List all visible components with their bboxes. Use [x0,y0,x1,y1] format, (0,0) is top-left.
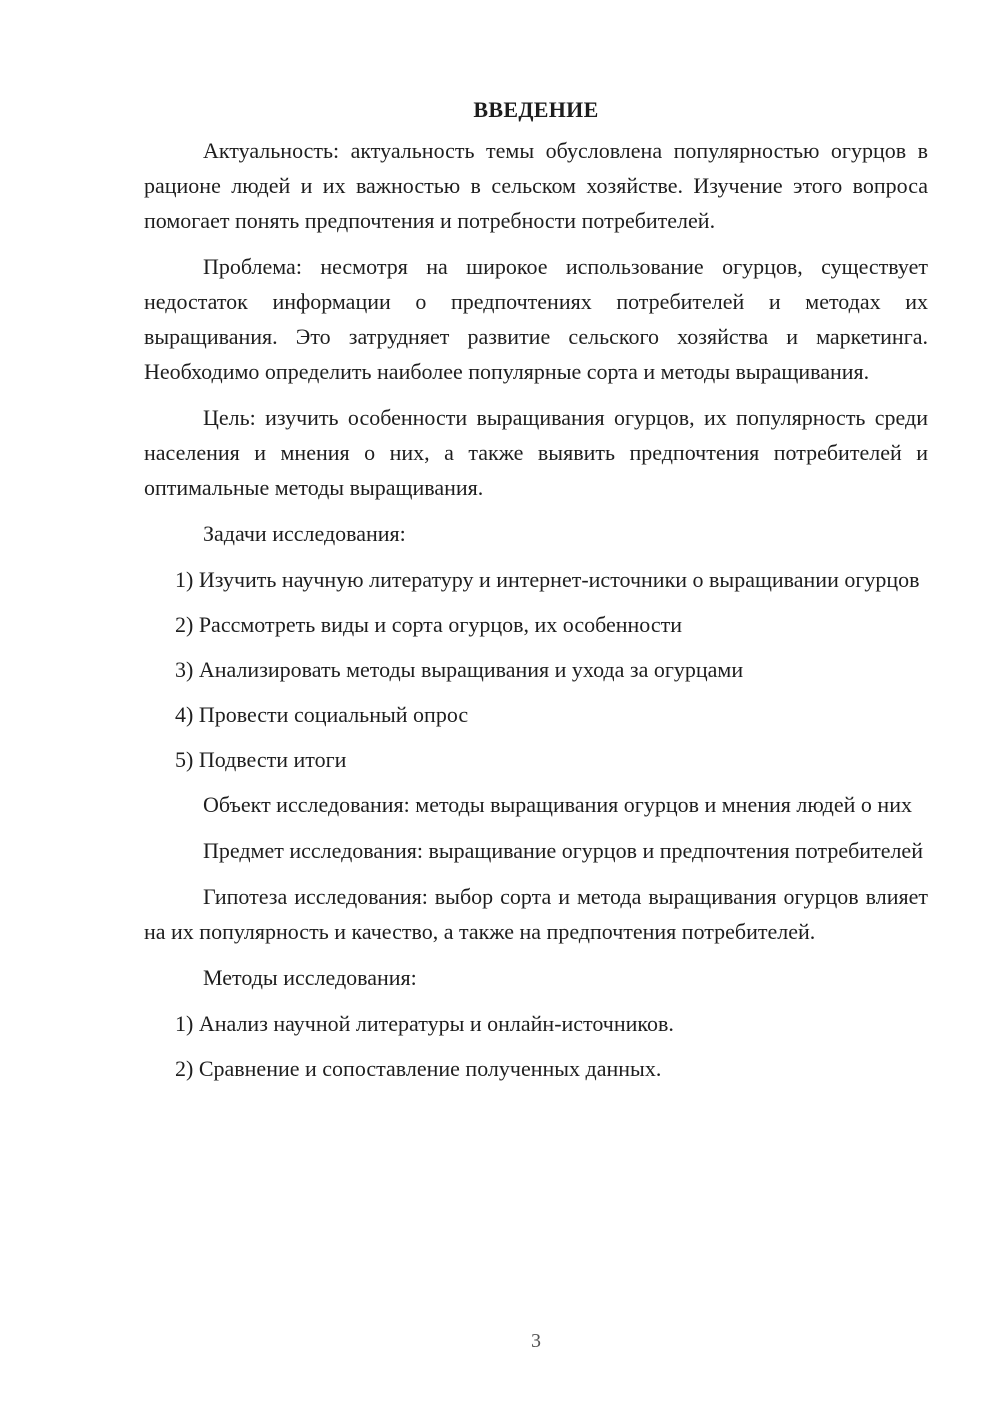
problem-paragraph: Проблема: несмотря на широкое использование огурцов, существует недостаток информации о предпочтениях потребителей и методах их выращивания. Это затрудняет развитие сельского хозяйства и маркетинга. Необходимо определить наиболее популярные сорта и методы выращивания. [144,254,928,384]
method-item: 1) Анализ научной литературы и онлайн-источников. [175,1011,674,1036]
task-item: 5) Подвести итоги [175,747,347,772]
page-title: ВВЕДЕНИЕ [473,97,599,122]
document-page [144,92,928,1096]
methods-heading: Методы исследования: [203,965,417,990]
relevance-paragraph: Актуальность: актуальность темы обусловлена популярностью огурцов в рационе людей и их важностью в сельском хозяйстве. Изучение этого вопроса помогает понять предпочтения и потребности потребителей. [144,138,928,233]
task-item: 4) Провести социальный опрос [175,702,469,727]
task-item: 2) Рассмотреть виды и сорта огурцов, их особенности [175,612,682,637]
page-number: 3 [531,1330,541,1352]
tasks-heading: Задачи исследования: [203,521,406,546]
hypothesis-paragraph: Гипотеза исследования: выбор сорта и метода выращивания огурцов влияет на их популярность и качество, а также на предпочтения потребителей. [144,884,928,944]
task-item: 1) Изучить научную литературу и интернет-источники о выращивании огурцов [175,567,920,592]
object-paragraph: Объект исследования: методы выращивания огурцов и мнения людей о них [203,792,912,817]
goal-paragraph: Цель: изучить особенности выращивания огурцов, их популярность среди населения и мнения о них, а также выявить предпочтения потребителей и оптимальные методы выращивания. [144,405,928,500]
subject-paragraph: Предмет исследования: выращивание огурцов и предпочтения потребителей [203,838,923,863]
task-item: 3) Анализировать методы выращивания и ухода за огурцами [175,657,744,682]
method-item: 2) Сравнение и сопоставление полученных данных. [175,1056,662,1081]
